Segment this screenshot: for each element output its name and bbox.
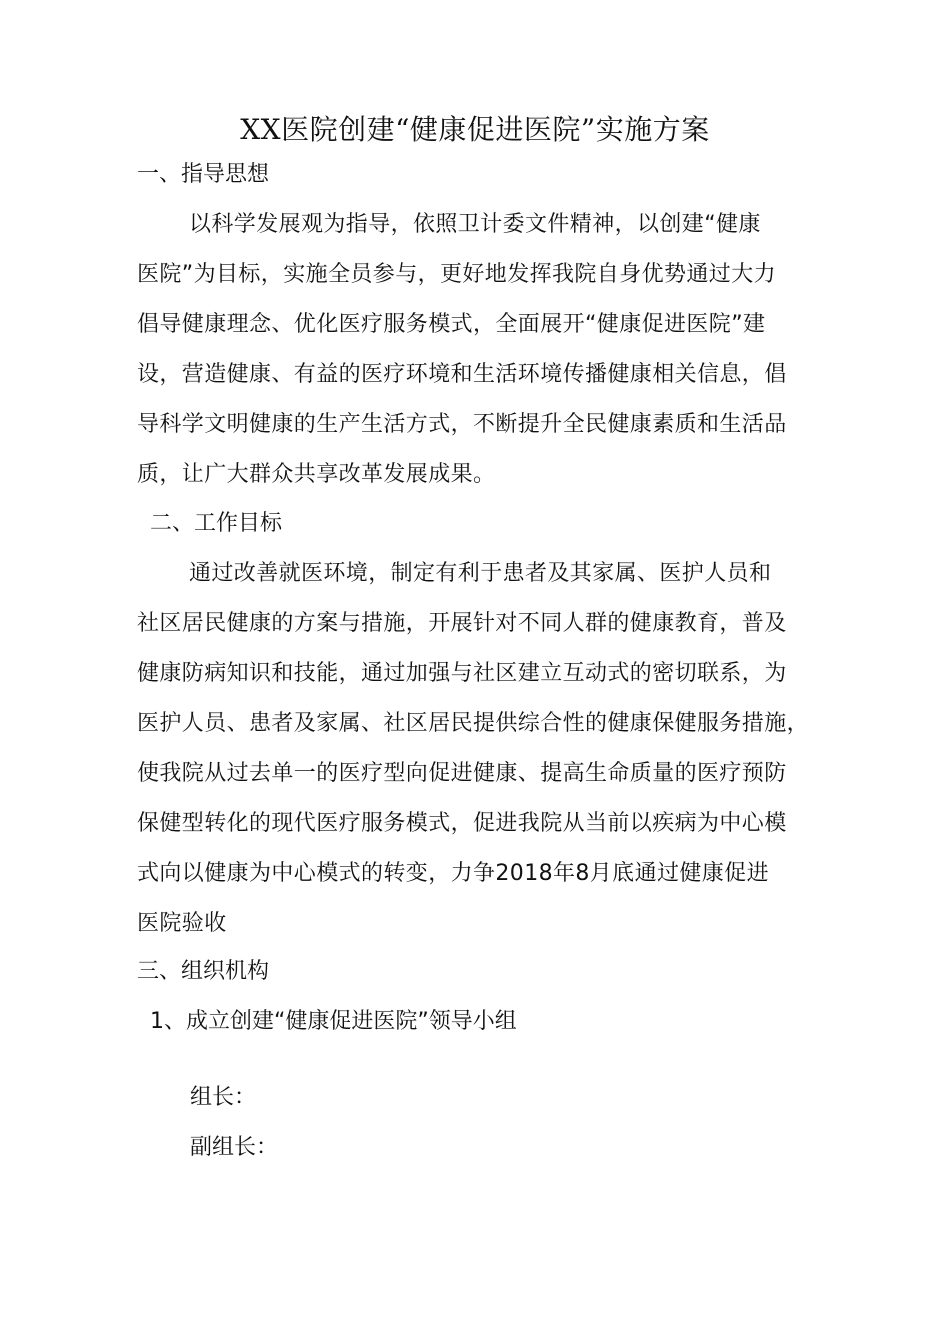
section-heading-work-goals: 二、工作目标 [150,511,283,536]
paragraph-line: 倡导健康理念、优化医疗服务模式，全面展开“健康促进医院”建 [137,312,766,337]
paragraph-line: 社区居民健康的方案与措施，开展针对不同人群的健康教育，普及 [137,611,787,636]
paragraph-line: 设，营造健康、有益的医疗环境和生活环境传播健康相关信息，倡 [137,362,787,387]
paragraph-line: 通过改善就医环境，制定有利于患者及其家属、医护人员和 [189,561,772,586]
paragraph-line: 医院”为目标，实施全员参与，更好地发挥我院自身优势通过大力 [137,262,776,287]
document-title: XX医院创建“健康促进医院”实施方案 [240,113,710,146]
paragraph-line: 保健型转化的现代医疗服务模式，促进我院从当前以疾病为中心模 [137,811,787,836]
paragraph-line: 医护人员、患者及家属、社区居民提供综合性的健康保健服务措施， [137,711,810,736]
paragraph-line: 式向以健康为中心模式的转变，力争2018年8月底通过健康促进 [137,861,769,886]
paragraph-line: 质，让广大群众共享改革发展成果。 [137,462,496,487]
section-heading-guiding-ideology: 一、指导思想 [137,162,270,187]
section-paragraph-work-goals [137,549,837,949]
deputy-leader-label: 副组长： [190,1135,279,1160]
section-heading-organization: 三、组织机构 [137,959,270,984]
paragraph-line: 医院验收 [137,911,227,936]
paragraph-line: 导科学文明健康的生产生活方式，不断提升全民健康素质和生活品 [137,412,787,437]
paragraph-line: 使我院从过去单一的医疗型向促进健康、提高生命质量的医疗预防 [137,761,787,786]
group-leader-label: 组长： [190,1085,257,1110]
paragraph-line: 健康防病知识和技能，通过加强与社区建立互动式的密切联系，为 [137,661,787,686]
paragraph-line: 以科学发展观为指导，依照卫计委文件精神，以创建“健康 [189,212,761,237]
subsection-heading-leading-group: 1、成立创建“健康促进医院”领导小组 [150,1009,517,1034]
section-paragraph-guiding-ideology [137,200,837,500]
